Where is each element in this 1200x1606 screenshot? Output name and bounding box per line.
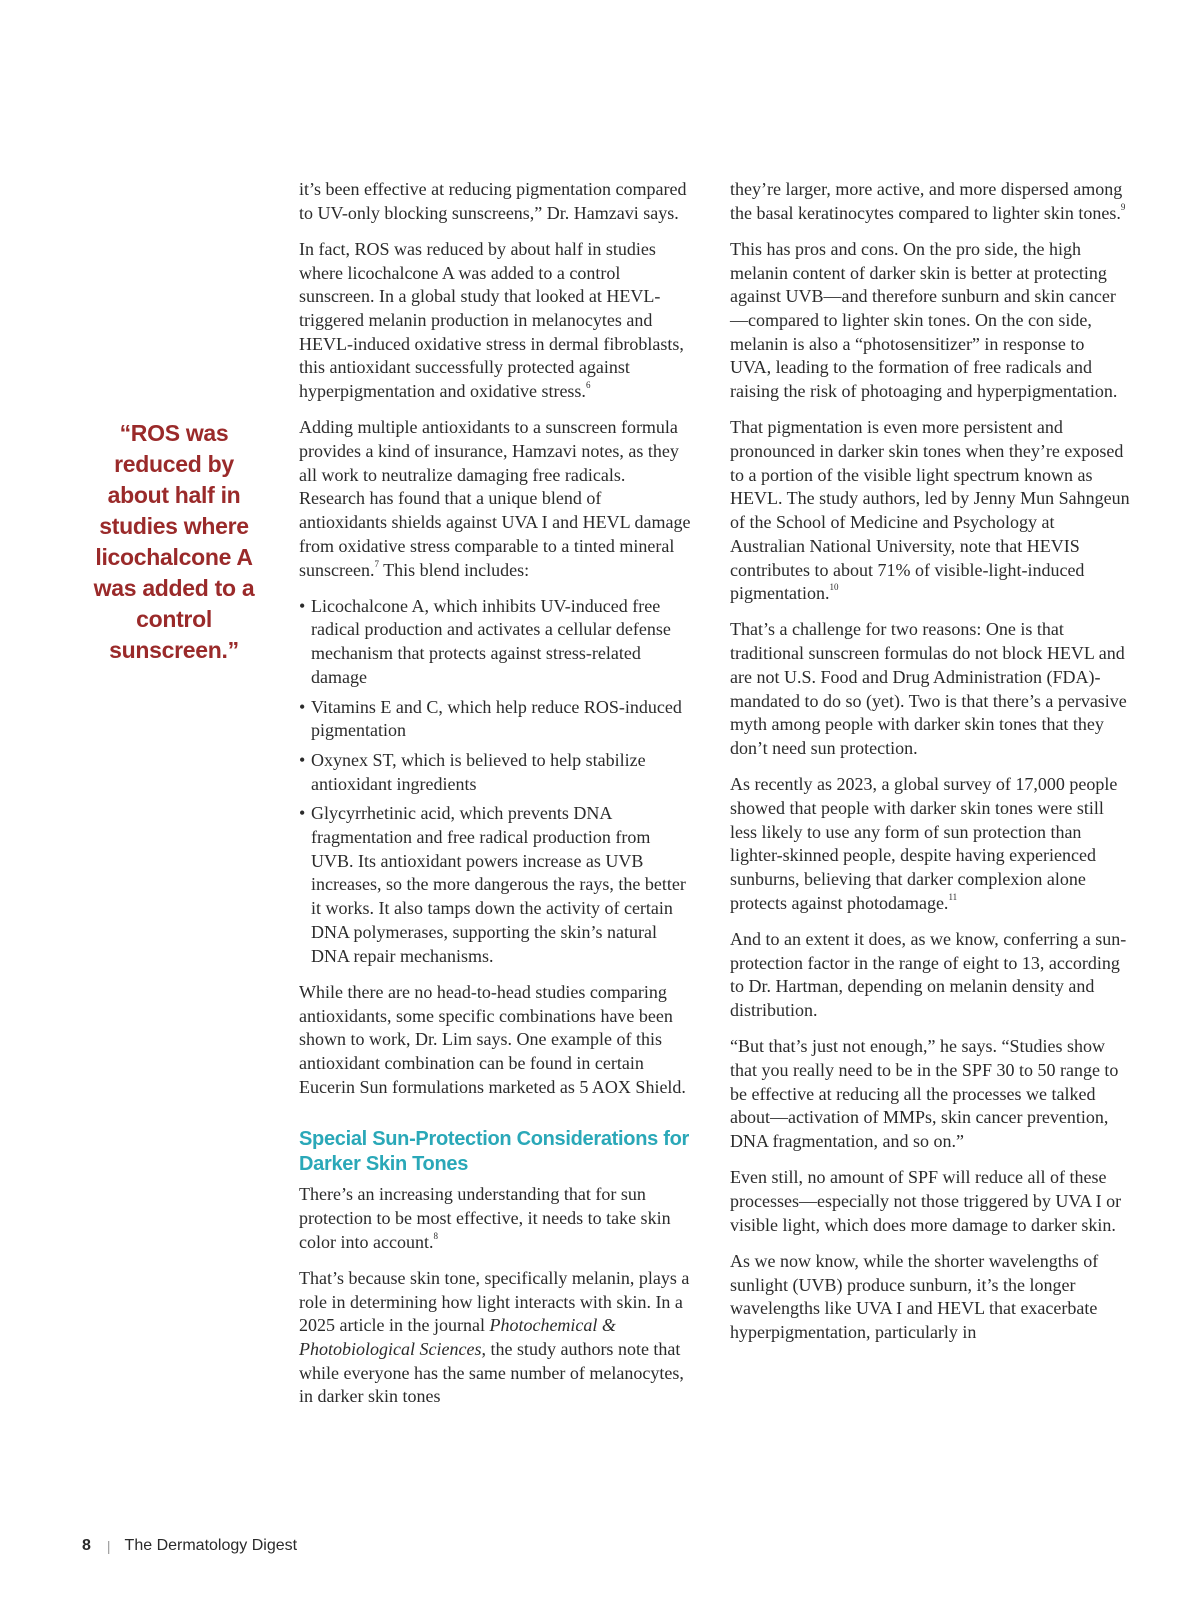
paragraph: While there are no head-to-head studies comparing antioxidants, some specific combinations have been shown to work, Dr. Lim says. One example of this antioxidant combination can be found in certain Eucerin Sun formulations marketed as 5 AOX Shield. — [299, 981, 686, 1097]
paragraph — [730, 416, 1130, 606]
reference-number: 7 — [374, 558, 379, 569]
reference-number: 11 — [948, 891, 958, 902]
reference-number: 8 — [433, 1230, 438, 1241]
paragraph — [299, 1267, 691, 1409]
paragraph: That’s a challenge for two reasons: One is that traditional sunscreen formulas do not block HEVL and are not U.S. Food and Drug Administration (FDA)-mandated to do so (yet). Two is that there’s a pervasive myth among people with darker skin tones that they don’t need sun protection. — [730, 619, 1127, 758]
paragraph-text: In fact, ROS was reduced by about half in studies where licochalcone A was added to a control sunscreen. In a global study that looked at HEVL-triggered melanin production in melanocytes and HEVL-induced oxidative stress in dermal fibroblasts, this antioxidant successfully protected against hyperpigmentation and oxidative stress. — [299, 238, 684, 402]
article-column-right — [730, 178, 1130, 1357]
reference-number: 10 — [829, 582, 839, 593]
antioxidant-list — [299, 595, 691, 969]
journal-title: Photochemical & Photobiological Sciences — [299, 1315, 616, 1360]
page-number: 8 — [82, 1537, 91, 1554]
pull-quote: “ROS was reduced by about half in studies where licochalcone A was added to a control sunscreen.” — [93, 420, 255, 663]
paragraph: And to an extent it does, as we know, conferring a sun-protection factor in the range of eight to 13, according to Dr. Hartman, depending on melanin density and distribution. — [730, 928, 1127, 1020]
paragraph-text: As recently as 2023, a global survey of 17,000 people showed that people with darker skin tones were still less likely to use any form of sun protection than lighter-skinned people, despite having experienced sunburns, believing that darker complexion alone protects against photodamage. — [730, 774, 1118, 913]
publication-name: The Dermatology Digest — [124, 1537, 298, 1554]
reference-number: 9 — [1120, 201, 1126, 212]
paragraph-text: That pigmentation is even more persistent and pronounced in darker skin tones when they’re exposed to a portion of the visible light spectrum known as HEVL. The study authors, led by Jenny Mun Sahngeun of the School of Medicine and Psychology at Australian National University, note that HEVIS contributes to about 71% of visible-light-induced pigmentation. — [730, 417, 1130, 604]
paragraph-text: Adding multiple antioxidants to a sunscreen formula provides a kind of insurance, Hamzavi notes, as they all work to neutralize damaging free radicals. Research has found that a unique blend of antioxidants shields against UVA I and HEVL damage from oxidative stress comparable to a tinted mineral sunscreen. — [299, 417, 691, 580]
paragraph — [299, 238, 691, 404]
list-item: • Licochalcone A, which inhibits UV-induced free radical production and activates a cellular defense mechanism that protects against stress-related damage — [299, 595, 691, 690]
footer-separator: | — [106, 1538, 111, 1554]
paragraph-text: There’s an increasing understanding that for sun protection to be most effective, it needs to take skin color into account. — [299, 1184, 671, 1252]
paragraph — [299, 416, 691, 582]
paragraph-text: they’re larger, more active, and more dispersed among the basal keratinocytes compared to lighter skin tones. — [730, 179, 1123, 223]
paragraph: it’s been effective at reducing pigmentation compared to UV-only blocking sunscreens,” Dr. Hamzavi says. — [299, 179, 687, 223]
paragraph-text: This blend includes: — [378, 559, 530, 580]
list-item: • Glycyrrhetinic acid, which prevents DNA fragmentation and free radical production from UVB. Its antioxidant powers increase as UVB increases, so the more dangerous the rays, the better it works. It also tamps down the activity of certain DNA polymerases, supporting the skin’s natural DNA repair mechanisms. — [299, 802, 691, 968]
page-footer — [82, 1537, 297, 1555]
paragraph — [299, 1183, 691, 1254]
paragraph: “But that’s just not enough,” he says. “Studies show that you really need to be in the SPF 30 to 50 range to be effective at reducing all the processes we talked about—activation of MMPs, skin cancer prevention, DNA fragmentation, and so on.” — [730, 1036, 1119, 1152]
paragraph-text: , the study authors note that while everyone has the same number of melanocytes, in darker skin tones — [299, 1339, 684, 1407]
section-heading: Special Sun-Protection Considerations for Darker Skin Tones — [299, 1128, 689, 1176]
paragraph: Even still, no amount of SPF will reduce all of these processes—especially not those triggered by UVA I or visible light, which does more damage to darker skin. — [730, 1167, 1122, 1235]
paragraph-text: That’s because skin tone, specifically melanin, plays a role in determining how light interacts with skin. In a 2025 article in the journal — [299, 1267, 690, 1336]
paragraph — [730, 178, 1130, 225]
article-column-middle — [299, 178, 691, 1422]
paragraph: This has pros and cons. On the pro side, the high melanin content of darker skin is better at protecting against UVB—and therefore sunburn and skin cancer—compared to lighter skin tones. On the con side, melanin is also a “photosensitizer” in response to UVA, leading to the formation of free radicals and raising the risk of photoaging and hyperpigmentation. — [730, 238, 1118, 402]
paragraph: As we now know, while the shorter wavelengths of sunlight (UVB) produce sunburn, it’s the longer wavelengths like UVA I and HEVL that exacerbate hyperpigmentation, particularly in — [730, 1250, 1099, 1342]
reference-number: 6 — [585, 380, 591, 391]
paragraph — [730, 773, 1130, 915]
list-item: • Oxynex ST, which is believed to help stabilize antioxidant ingredients — [299, 749, 691, 796]
list-item: • Vitamins E and C, which help reduce ROS-induced pigmentation — [299, 696, 691, 743]
